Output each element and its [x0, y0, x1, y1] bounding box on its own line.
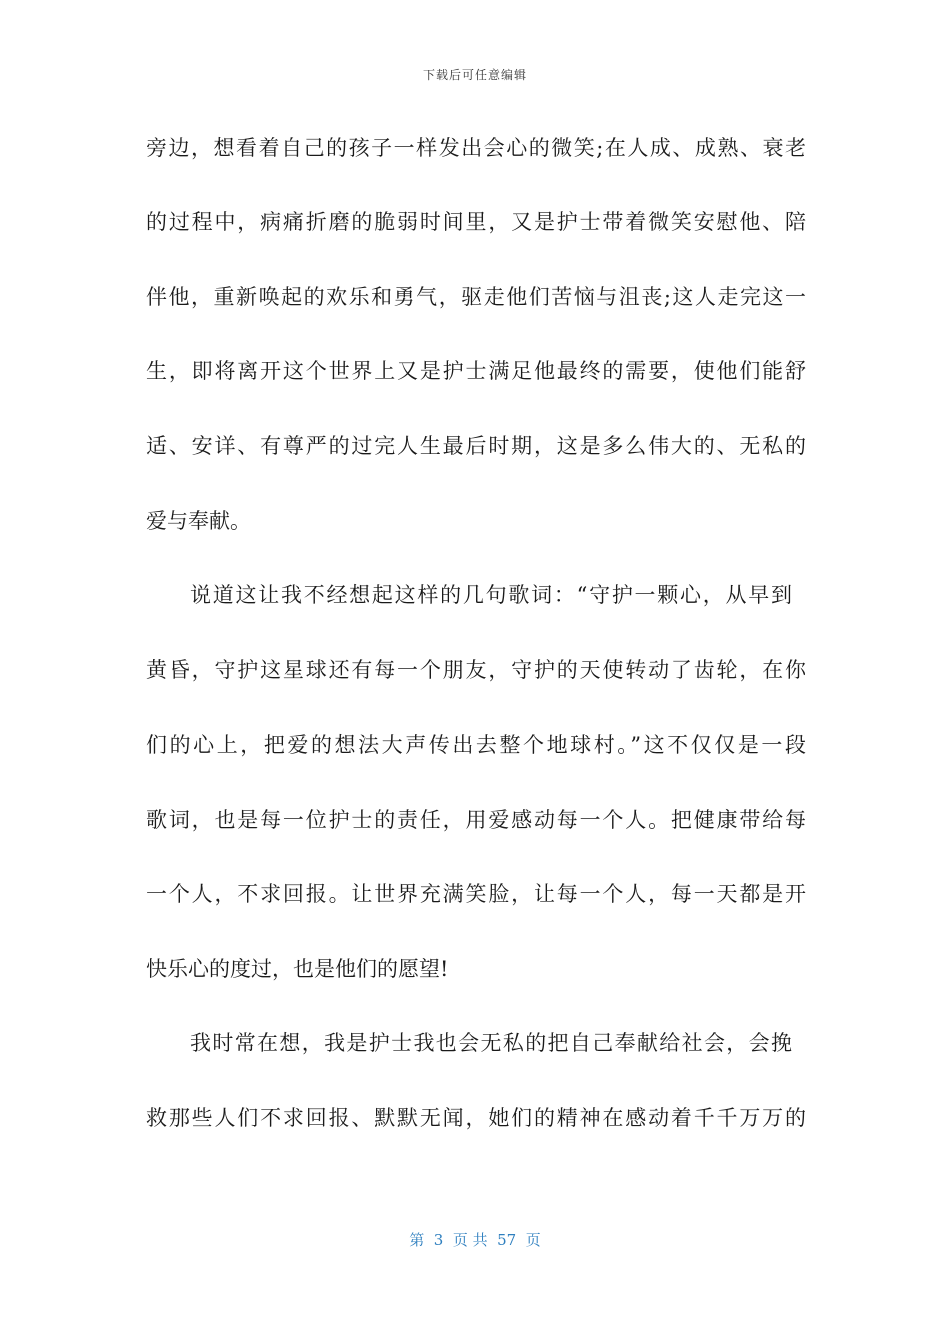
body-line: 说道这让我不经想起这样的几句歌词：“守护一颗心，从早到 — [190, 583, 792, 607]
body-line: 救那些人们不求回报、默默无闻，她们的精神在感动着千千万万的 — [146, 1106, 806, 1130]
body-line: 旁边，想看着自己的孩子一样发出会心的微笑;在人成、成熟、衰老 — [146, 136, 806, 160]
body-line: 伴他，重新唤起的欢乐和勇气，驱走他们苦恼与沮丧;这人走完这一 — [146, 285, 806, 309]
body-line: 黄昏，守护这星球还有每一个朋友，守护的天使转动了齿轮，在你 — [146, 658, 806, 682]
body-line: 生，即将离开这个世界上又是护士满足他最终的需要，使他们能舒 — [146, 359, 806, 383]
body-line: 的过程中，病痛折磨的脆弱时间里，又是护士带着微笑安慰他、陪 — [146, 210, 806, 234]
body-line: 爱与奉献。 — [146, 509, 251, 533]
body-line: 一个人，不求回报。让世界充满笑脸，让每一个人，每一天都是开 — [146, 882, 806, 906]
body-line: 我时常在想，我是护士我也会无私的把自己奉献给社会，会挽 — [190, 1031, 792, 1055]
page-number-footer: 第 3 页 共 57 页 — [409, 1231, 541, 1249]
body-line: 快乐心的度过，也是他们的愿望! — [146, 957, 449, 981]
body-line: 歌词，也是每一位护士的责任，用爱感动每一个人。把健康带给每 — [146, 808, 806, 832]
page-header: 下载后可任意编辑 — [422, 68, 527, 82]
body-line: 们的心上，把爱的想法大声传出去整个地球村。”这不仅仅是一段 — [146, 733, 806, 757]
body-line: 适、安详、有尊严的过完人生最后时期，这是多么伟大的、无私的 — [146, 434, 806, 458]
